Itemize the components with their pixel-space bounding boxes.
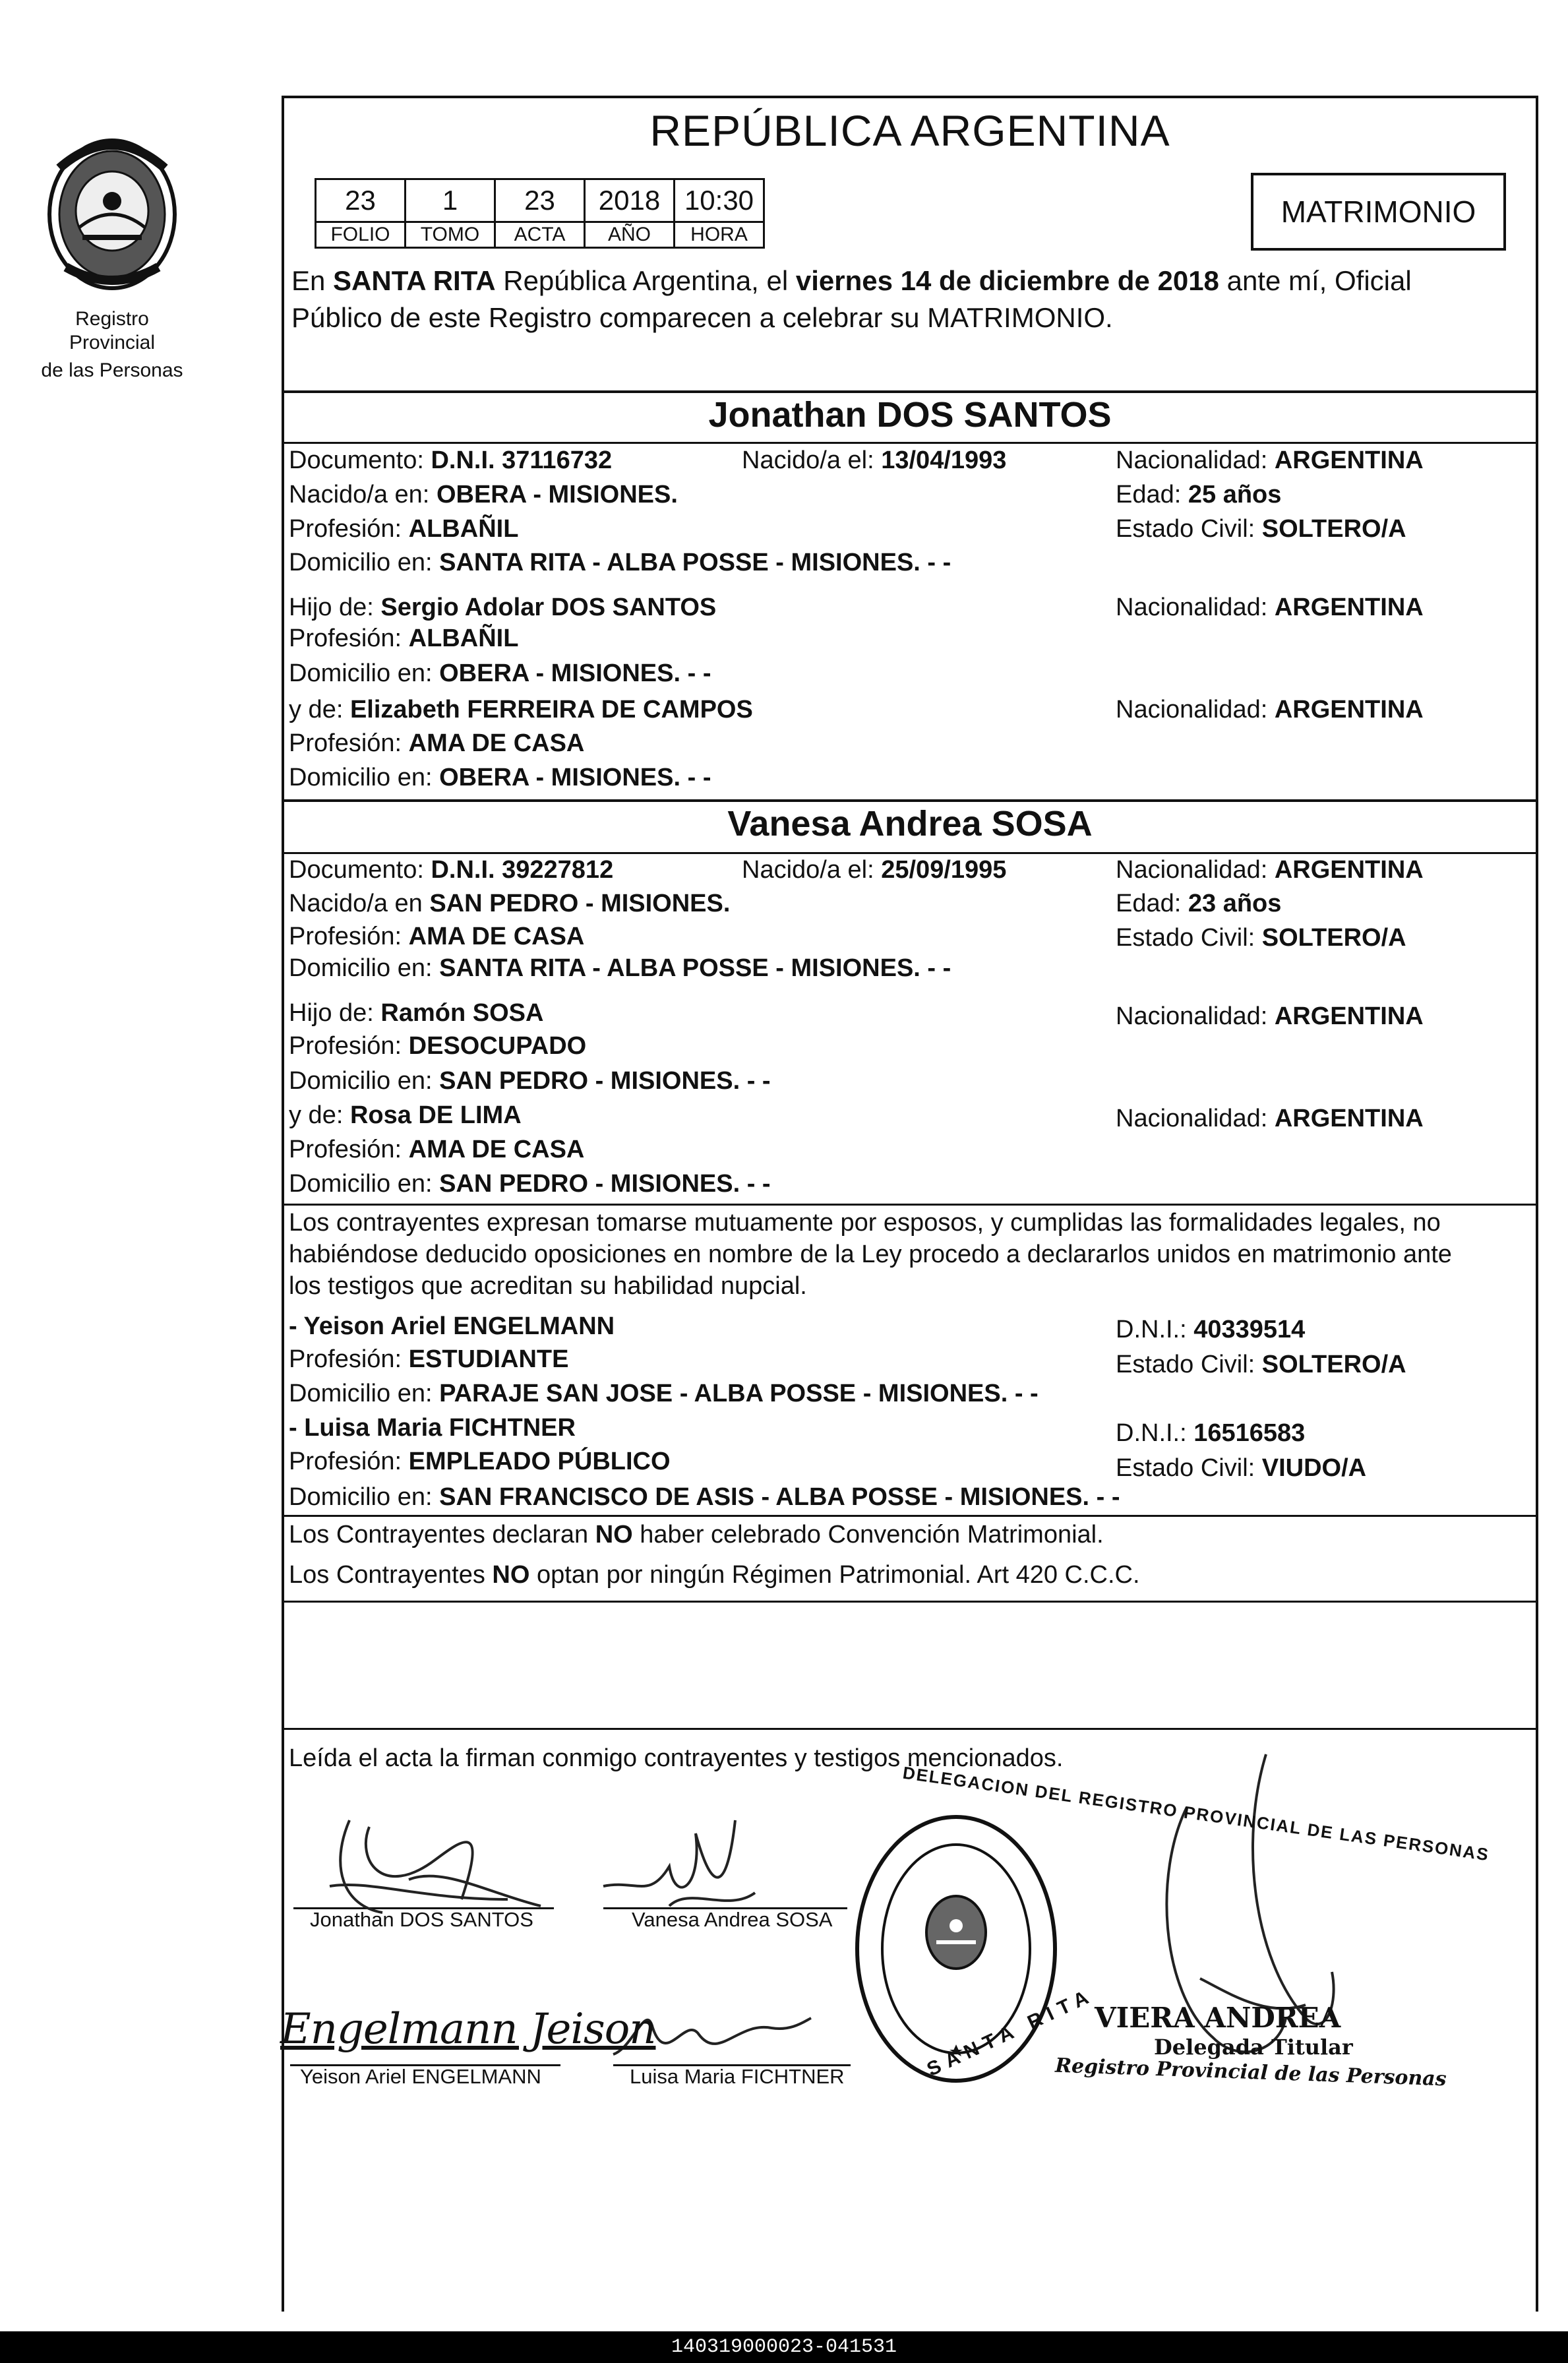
declaration-line: los testigos que acreditan su habilidad nupcial. xyxy=(289,1272,807,1300)
convention-line1 xyxy=(289,1519,1104,1550)
spouse2-mother-nacionalidad xyxy=(1116,1103,1424,1134)
declaration-line: Los contrayentes expresan tomarse mutuamente por esposos, y cumplidas las formalidades legales, no xyxy=(289,1209,1441,1237)
signature-name-witness2: Luisa Maria FICHTNER xyxy=(630,2065,845,2088)
divider xyxy=(282,1515,1538,1517)
spouse2-mother-profesion xyxy=(289,1134,584,1165)
signature-spouse1-icon xyxy=(290,1807,567,1919)
convention-line2 xyxy=(289,1560,1140,1590)
value: VIUDO/A xyxy=(1261,1454,1367,1482)
value: AMA DE CASA xyxy=(408,729,585,757)
spouse2-father-domicilio xyxy=(289,1066,771,1096)
value: SAN FRANCISCO DE ASIS - ALBA POSSE - MISIONES. - - xyxy=(439,1483,1120,1511)
divider xyxy=(282,442,1538,444)
misiones-seal-icon xyxy=(33,129,191,300)
intro-part: República Argentina, el xyxy=(495,265,796,296)
act-type-box: MATRIMONIO xyxy=(1251,173,1506,251)
registry-table xyxy=(315,178,765,249)
spouse2-nacido-el xyxy=(742,855,1006,885)
value: ARGENTINA xyxy=(1274,446,1424,474)
label: Estado Civil: xyxy=(1116,515,1255,543)
acta-value: 23 xyxy=(495,179,585,222)
text: NO xyxy=(492,1561,530,1589)
spouse1-domicilio xyxy=(289,547,951,578)
spouse2-name: Vanesa Andrea SOSA xyxy=(727,804,1093,844)
value: SAN PEDRO - MISIONES. xyxy=(429,890,731,917)
label: Documento: xyxy=(289,856,424,884)
label: D.N.I.: xyxy=(1116,1419,1187,1447)
value: PARAJE SAN JOSE - ALBA POSSE - MISIONES. - - xyxy=(439,1380,1039,1407)
text: haber celebrado Convención Matrimonial. xyxy=(632,1521,1104,1549)
divider xyxy=(282,1204,1538,1206)
witness1-dni xyxy=(1116,1314,1305,1345)
label: Profesión: xyxy=(289,625,402,652)
label: Domicilio en: xyxy=(289,954,433,982)
value: ARGENTINA xyxy=(1274,1002,1424,1030)
witness1-handwritten-signature: Engelmann Jeison xyxy=(280,2005,656,2054)
spouse2-domicilio xyxy=(289,953,951,983)
witness2-profesion xyxy=(289,1446,671,1477)
label: Nacionalidad: xyxy=(1116,696,1268,723)
spouse2-father xyxy=(289,998,543,1028)
label: Hijo de: xyxy=(289,999,374,1027)
intro-text xyxy=(291,262,1531,336)
label: Domicilio en: xyxy=(289,1170,433,1198)
spouse1-profesion xyxy=(289,514,518,544)
label: Profesión: xyxy=(289,1345,402,1373)
value: 16516583 xyxy=(1193,1419,1306,1447)
spouse1-father-domicilio xyxy=(289,658,711,689)
text: optan por ningún Régimen Patrimonial. Art 420 C.C.C. xyxy=(529,1561,1140,1589)
label: D.N.I.: xyxy=(1116,1316,1187,1343)
value: SAN PEDRO - MISIONES. - - xyxy=(439,1170,771,1198)
witness1-profesion xyxy=(289,1344,568,1374)
value: 13/04/1993 xyxy=(881,446,1007,474)
witness2-estado-civil xyxy=(1116,1453,1366,1483)
label: Domicilio en: xyxy=(289,764,433,791)
witness1-domicilio xyxy=(289,1378,1039,1409)
value: ESTUDIANTE xyxy=(408,1345,569,1373)
witness1-name: - Yeison Ariel ENGELMANN xyxy=(289,1312,615,1340)
value: D.N.I. 39227812 xyxy=(431,856,614,884)
spouse1-mother-profesion xyxy=(289,728,584,758)
anio-value: 2018 xyxy=(585,179,675,222)
label: Domicilio en: xyxy=(289,1067,433,1095)
spouse2-nacionalidad xyxy=(1116,855,1424,885)
spouse2-documento xyxy=(289,855,613,885)
value: SOLTERO/A xyxy=(1261,924,1406,952)
label: Domicilio en: xyxy=(289,660,433,687)
spouse2-nacido-en xyxy=(289,888,730,919)
label: Nacionalidad: xyxy=(1116,594,1268,621)
spouse1-father-profesion xyxy=(289,623,518,654)
spouse2-estado-civil xyxy=(1116,923,1406,953)
label: Profesión: xyxy=(289,1448,402,1475)
divider xyxy=(282,852,1538,854)
label: Domicilio en: xyxy=(289,549,433,576)
label: Profesión: xyxy=(289,923,402,950)
spouse2-edad xyxy=(1116,888,1281,919)
label: Profesión: xyxy=(289,729,402,757)
stamp-ring-text: DELEGACION DEL REGISTRO PROVINCIAL DE LAS PERSONAS xyxy=(901,1762,1491,1865)
label: Nacido/a el: xyxy=(742,446,874,474)
label: Hijo de: xyxy=(289,594,374,621)
spouse2-father-nacionalidad xyxy=(1116,1001,1424,1031)
folio-value: 23 xyxy=(316,179,406,222)
spouse1-mother-domicilio xyxy=(289,762,711,793)
intro-date: viernes 14 de diciembre de 2018 xyxy=(795,265,1219,296)
label: Domicilio en: xyxy=(289,1380,433,1407)
spouse1-nacido-en xyxy=(289,479,678,510)
value: SANTA RITA - ALBA POSSE - MISIONES. - - xyxy=(439,954,951,982)
value: 25 años xyxy=(1188,481,1282,508)
label: Estado Civil: xyxy=(1116,924,1255,952)
label: Nacionalidad: xyxy=(1116,856,1268,884)
label: Profesión: xyxy=(289,1032,402,1060)
signature-name-witness1: Yeison Ariel ENGELMANN xyxy=(300,2065,541,2088)
witness2-domicilio xyxy=(289,1482,1120,1512)
spouse1-edad xyxy=(1116,479,1281,510)
spouse1-mother xyxy=(289,694,753,725)
value: Rosa DE LIMA xyxy=(349,1101,522,1129)
label: Edad: xyxy=(1116,890,1182,917)
acta-label: ACTA xyxy=(495,222,585,248)
spouse1-mother-nacionalidad xyxy=(1116,694,1424,725)
value: Sergio Adolar DOS SANTOS xyxy=(380,594,717,621)
spouse1-name: Jonathan DOS SANTOS xyxy=(708,395,1112,435)
value: ARGENTINA xyxy=(1274,696,1424,723)
label: y de: xyxy=(289,696,344,723)
divider xyxy=(282,1728,1538,1730)
value: Ramón SOSA xyxy=(380,999,544,1027)
witness2-dni xyxy=(1116,1418,1305,1448)
value: 25/09/1995 xyxy=(881,856,1007,884)
tomo-value: 1 xyxy=(406,179,495,222)
closing-text: Leída el acta la firman conmigo contrayentes y testigos mencionados. xyxy=(289,1744,1064,1772)
value: SOLTERO/A xyxy=(1261,1351,1406,1378)
document-code-footer: 140319000023-041531 xyxy=(0,2331,1568,2363)
value: ALBAÑIL xyxy=(408,625,519,652)
anio-label: AÑO xyxy=(585,222,675,248)
label: Nacido/a el: xyxy=(742,856,874,884)
divider xyxy=(282,799,1538,802)
label: y de: xyxy=(289,1101,344,1129)
label: Profesión: xyxy=(289,1136,402,1163)
value: ALBAÑIL xyxy=(408,515,519,543)
hora-value: 10:30 xyxy=(675,179,764,222)
logo-caption-line1: Registro Provincial xyxy=(69,308,156,353)
value: EMPLEADO PÚBLICO xyxy=(408,1448,671,1475)
label: Nacionalidad: xyxy=(1116,446,1268,474)
value: ARGENTINA xyxy=(1274,594,1424,621)
label: Edad: xyxy=(1116,481,1182,508)
intro-line2: Público de este Registro comparecen a celebrar su MATRIMONIO. xyxy=(291,302,1113,333)
label: Estado Civil: xyxy=(1116,1454,1255,1482)
text: NO xyxy=(595,1521,633,1549)
stamp-center-text: SANTA RITA xyxy=(923,1984,1098,2081)
divider xyxy=(282,390,1538,393)
logo-caption-line2: de las Personas xyxy=(41,359,183,381)
value: ARGENTINA xyxy=(1274,1105,1424,1132)
spouse1-father-nacionalidad xyxy=(1116,592,1424,623)
value: OBERA - MISIONES. xyxy=(436,481,678,508)
value: AMA DE CASA xyxy=(408,923,585,950)
signature-spouse2-icon xyxy=(597,1807,808,1919)
value: 23 años xyxy=(1188,890,1282,917)
value: D.N.I. 37116732 xyxy=(431,446,613,474)
label: Nacido/a en xyxy=(289,890,423,917)
spouse1-nacido-el xyxy=(742,445,1006,476)
spouse1-estado-civil xyxy=(1116,514,1406,544)
spouse2-mother-domicilio xyxy=(289,1169,771,1199)
official-title: Delegada Titular xyxy=(1154,2035,1353,2060)
spouse1-documento xyxy=(289,445,612,476)
witness2-name: - Luisa Maria FICHTNER xyxy=(289,1414,576,1442)
value: Elizabeth FERREIRA DE CAMPOS xyxy=(349,696,753,723)
declaration-text xyxy=(289,1207,1535,1302)
divider xyxy=(282,1601,1538,1603)
label: Nacionalidad: xyxy=(1116,1002,1268,1030)
hora-label: HORA xyxy=(675,222,764,248)
official-registry: Registro Provincial de las Personas xyxy=(1054,2054,1447,2091)
value: SAN PEDRO - MISIONES. - - xyxy=(439,1067,771,1095)
intro-part: ante mí, Oficial xyxy=(1219,265,1412,296)
spouse1-father xyxy=(289,592,716,623)
label: Nacido/a en: xyxy=(289,481,430,508)
value: OBERA - MISIONES. - - xyxy=(439,764,711,791)
label: Profesión: xyxy=(289,515,402,543)
label: Nacionalidad: xyxy=(1116,1105,1268,1132)
value: ARGENTINA xyxy=(1274,856,1424,884)
spouse2-father-profesion xyxy=(289,1031,586,1061)
spouse2-profesion xyxy=(289,921,584,952)
label: Domicilio en: xyxy=(289,1483,433,1511)
value: 40339514 xyxy=(1193,1316,1306,1343)
value: SANTA RITA - ALBA POSSE - MISIONES. - - xyxy=(439,549,951,576)
value: SOLTERO/A xyxy=(1261,515,1406,543)
label: Estado Civil: xyxy=(1116,1351,1255,1378)
text: Los Contrayentes xyxy=(289,1561,493,1589)
spouse1-nacionalidad xyxy=(1116,445,1424,476)
document-title: REPÚBLICA ARGENTINA xyxy=(649,106,1170,155)
signature-name-spouse2: Vanesa Andrea SOSA xyxy=(632,1908,833,1931)
label: Documento: xyxy=(289,446,424,474)
spouse2-mother xyxy=(289,1100,522,1130)
text: Los Contrayentes declaran xyxy=(289,1521,595,1549)
witness1-estado-civil xyxy=(1116,1349,1406,1380)
declaration-line: habiéndose deducido oposiciones en nombre de la Ley procedo a declararlos unidos en matrimonio ante xyxy=(289,1241,1452,1268)
folio-label: FOLIO xyxy=(316,222,406,248)
registry-logo xyxy=(33,129,191,383)
value: DESOCUPADO xyxy=(408,1032,587,1060)
intro-place: SANTA RITA xyxy=(333,265,496,296)
value: OBERA - MISIONES. - - xyxy=(439,660,711,687)
official-name: VIERA ANDREA xyxy=(1095,2002,1341,2034)
tomo-label: TOMO xyxy=(406,222,495,248)
intro-part: En xyxy=(291,265,334,296)
signature-name-spouse1: Jonathan DOS SANTOS xyxy=(310,1908,533,1931)
value: AMA DE CASA xyxy=(408,1136,585,1163)
